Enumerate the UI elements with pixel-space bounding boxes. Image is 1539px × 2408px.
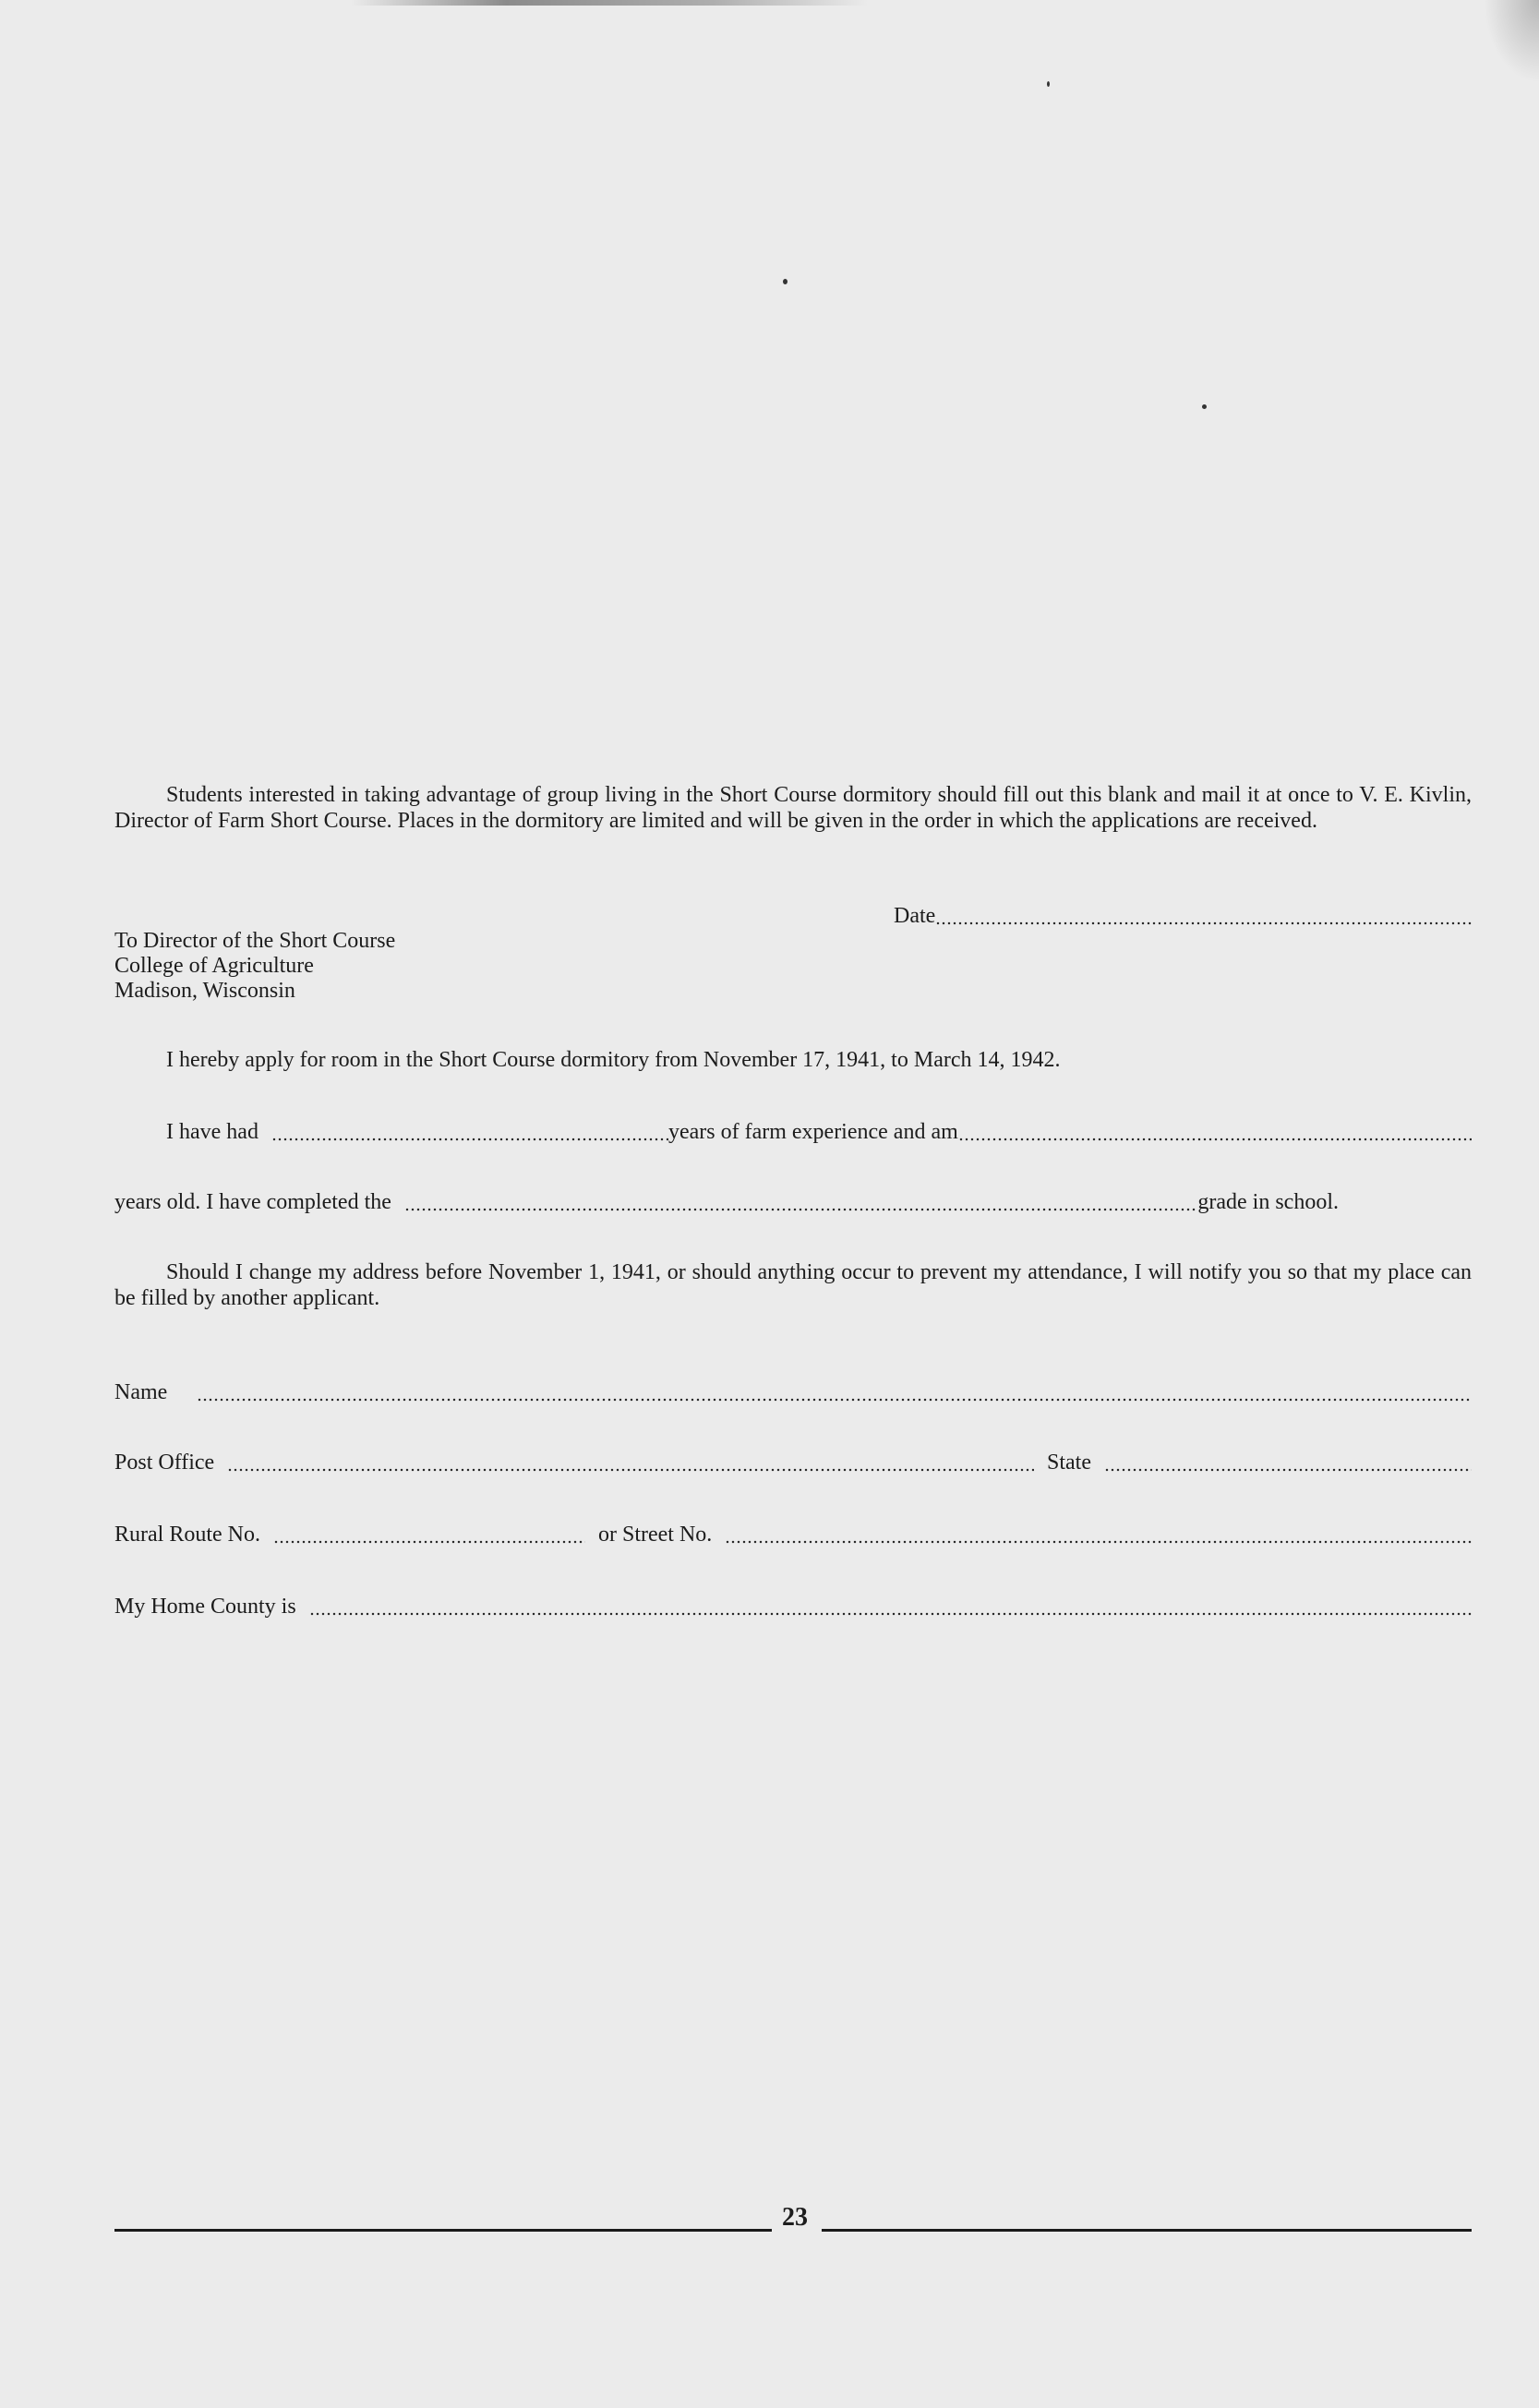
post-office-field[interactable]	[227, 1453, 1034, 1472]
county-label: My Home County is	[114, 1595, 296, 1619]
street-field[interactable]	[725, 1525, 1472, 1544]
name-row	[114, 1378, 1472, 1405]
address-line-3: Madison, Wisconsin	[114, 979, 295, 1003]
route-row	[114, 1520, 1472, 1547]
experience-prefix: I have had	[166, 1120, 259, 1144]
experience-row-2	[114, 1187, 1472, 1215]
intro-paragraph: Students interested in taking advantage of group living in the Short Course dormitory should fill out this blank and mail it at once to V. E. Kivlin, Director of Farm Short Course. Places in the dormitory are limited and will be given in the order in which the applications are received.	[114, 783, 1472, 833]
scan-corner-shadow	[1484, 0, 1539, 83]
scan-speck	[1047, 81, 1050, 87]
footer-rule-right	[822, 2229, 1472, 2232]
date-label: Date	[894, 904, 936, 928]
years-experience-field[interactable]	[271, 1123, 668, 1141]
date-row	[894, 901, 1472, 929]
scan-speck	[1202, 404, 1207, 409]
page-number: 23	[782, 2203, 808, 2232]
rural-route-field[interactable]	[273, 1525, 585, 1544]
county-row	[114, 1592, 1472, 1619]
apply-sentence: I hereby apply for room in the Short Course dormitory from November 17, 1941, to March 14, 1942.	[166, 1048, 1061, 1072]
name-field[interactable]	[197, 1383, 1472, 1402]
county-field[interactable]	[309, 1597, 1472, 1616]
name-label: Name	[114, 1380, 168, 1404]
rural-route-label: Rural Route No.	[114, 1523, 260, 1547]
notify-paragraph: Should I change my address before November 1, 1941, or should anything occur to prevent my attendance, I will notify you so that my place can be filled by another applicant.	[114, 1260, 1472, 1310]
street-label: or Street No.	[597, 1523, 713, 1547]
post-office-label: Post Office	[114, 1451, 215, 1475]
state-label: State	[1047, 1451, 1091, 1475]
experience-line2-prefix: years old. I have completed the	[114, 1190, 391, 1214]
address-line-1: To Director of the Short Course	[114, 929, 396, 953]
footer-rule-left	[114, 2229, 772, 2232]
state-field[interactable]	[1104, 1453, 1472, 1472]
experience-middle: years of farm experience and am	[667, 1120, 958, 1144]
experience-line2-suffix: grade in school.	[1197, 1190, 1339, 1214]
post-office-row	[114, 1448, 1472, 1475]
grade-field[interactable]	[404, 1193, 1197, 1211]
date-field[interactable]	[935, 907, 1472, 925]
age-field[interactable]	[958, 1123, 1472, 1141]
scan-smudge	[351, 0, 868, 6]
experience-row-1	[166, 1117, 1472, 1145]
address-block	[114, 929, 395, 1004]
address-line-2: College of Agriculture	[114, 954, 314, 978]
scan-speck	[783, 279, 788, 284]
